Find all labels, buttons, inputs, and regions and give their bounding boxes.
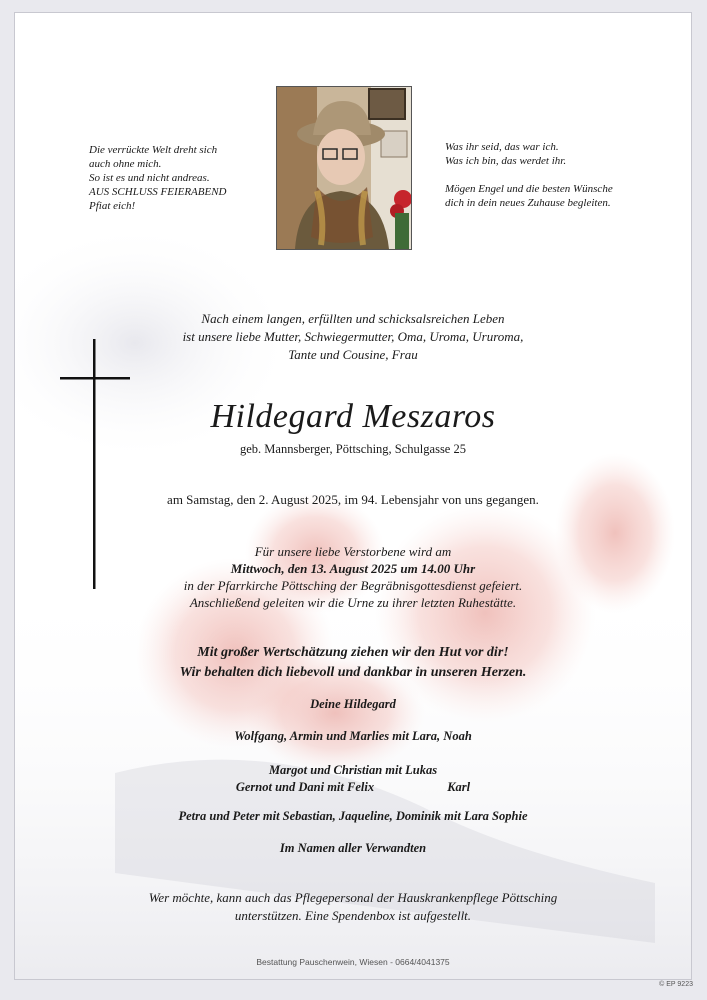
birth-info: geb. Mannsberger, Pöttsching, Schulgasse 25 [240,442,466,456]
donation-line: unterstützen. Eine Spendenbox ist aufgestellt. [234,908,472,923]
tribute-text [15,643,691,683]
service-info [15,543,691,611]
poem-left [89,143,269,213]
poem-left-line: auch ohne mich. [89,158,162,170]
poem-right-line: dich in dein neues Zuhause begleiten. [445,197,611,209]
poem-left-line: So ist es und nicht andreas. [89,172,210,184]
portrait-photo [276,86,412,250]
signature-line: Wolfgang, Armin und Marlies mit Lara, Noah [234,729,472,743]
service-line: Anschließend geleiten wir die Urne zu ihrer letzten Ruhestätte. [189,595,517,610]
poem-left-line: Die verrückte Welt dreht sich [89,144,218,156]
undertaker-info: Bestattung Pauschenwein, Wiesen - 0664/4041375 [256,957,450,967]
intro-line: ist unsere liebe Mutter, Schwiegermutter, Oma, Uroma, Ururoma, [182,329,524,344]
poem-right-line [445,168,655,182]
signature-line: Im Namen aller Verwandten [279,841,427,855]
signature-name: Karl [447,780,471,794]
obituary-sheet [14,12,692,980]
poem-right-line: Was ich bin, das werdet ihr. [445,155,567,167]
signature-line: Deine Hildegard [310,697,396,711]
poem-right [445,140,655,210]
service-date: Mittwoch, den 13. August 2025 um 14.00 Uhr [230,561,476,576]
deceased-name: Hildegard Meszaros [210,398,496,435]
donation-note [15,889,691,925]
signature-line: Margot und Christian mit Lukas [268,763,438,777]
poem-right-line: Was ihr seid, das war ich. [445,141,559,153]
donation-line: Wer möchte, kann auch das Pflegepersonal der Hauskrankenpflege Pöttsching [148,890,558,905]
intro-line: Tante und Cousine, Frau [288,347,418,362]
death-notice: am Samstag, den 2. August 2025, im 94. Lebensjahr von uns gegangen. [167,492,539,507]
signature-line [15,779,691,795]
tribute-line: Mit großer Wertschätzung ziehen wir den Hut vor dir! [197,645,509,660]
intro-line: Nach einem langen, erfüllten und schicksalsreichen Leben [201,311,505,326]
form-code: © EP 9223 [659,981,693,988]
poem-left-line: Pfiat eich! [89,200,136,212]
intro-text [15,310,691,364]
poem-left-line: AUS SCHLUSS FEIERABEND [89,186,227,198]
signature-name: Gernot und Dani mit Felix [235,780,375,794]
tribute-line: Wir behalten dich liebevoll und dankbar in unseren Herzen. [179,665,527,680]
service-line: in der Pfarrkirche Pöttsching der Begräbnisgottesdienst gefeiert. [183,578,523,593]
poem-right-line: Mögen Engel und die besten Wünsche [445,183,613,195]
signature-line: Petra und Peter mit Sebastian, Jaqueline, Dominik mit Lara Sophie [178,809,528,823]
service-line: Für unsere liebe Verstorbene wird am [254,544,452,559]
